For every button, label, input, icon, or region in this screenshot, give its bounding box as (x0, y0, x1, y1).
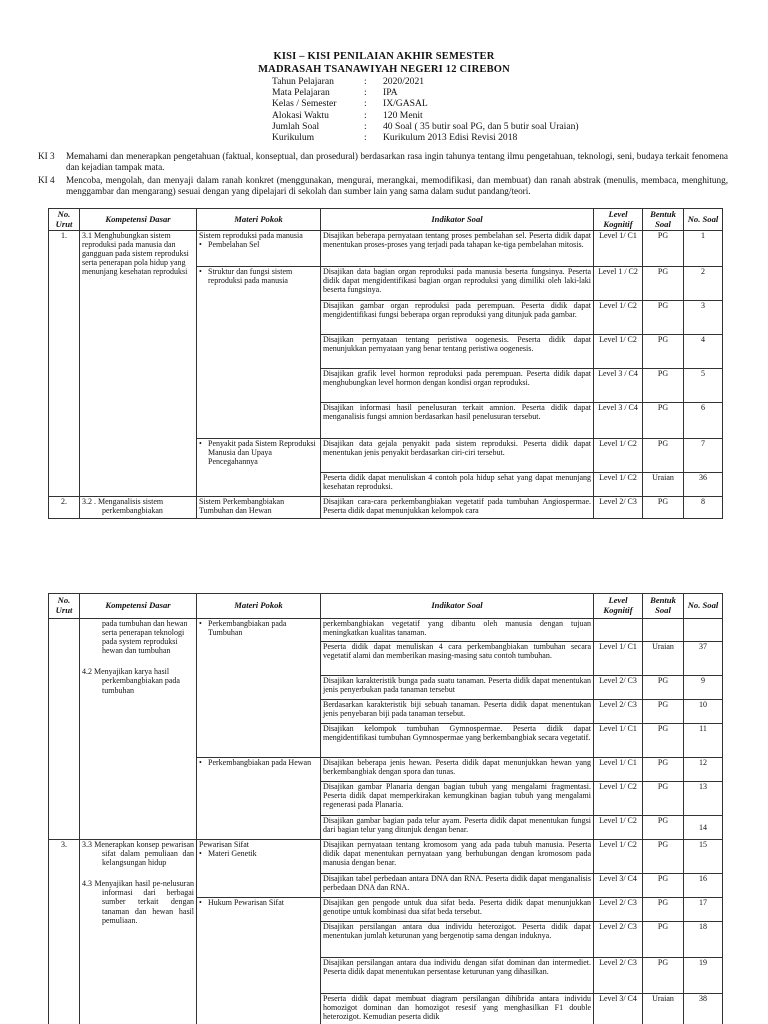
table-row (49, 497, 723, 519)
bentuk-cell: PG (643, 724, 684, 758)
level-cell: Level 1/ C1 (594, 231, 643, 267)
bentuk-cell: PG (643, 816, 684, 840)
ki4-number: KI 4 (38, 175, 55, 185)
indikator-cell: Disajikan data bagian organ reproduksi pada manusia beserta fungsinya. Peserta didik dapat mengidentifikasi bagian organ reproduksi yang dimiliki oleh laki-laki beserta fungsinya. (321, 267, 594, 301)
bentuk-cell: PG (643, 335, 684, 369)
materi-cell (197, 267, 321, 439)
indikator-cell: Berdasarkan karakteristik biji sebuah tanaman. Peserta didik dapat menentukan jenis penyebaran biji pada tanaman tersebut. (321, 700, 594, 724)
materi-bullet: • Hukum Pewarisan Sifat (199, 898, 318, 907)
info-label: Mata Pelajaran (272, 87, 330, 99)
bentuk-cell: PG (643, 403, 684, 439)
materi-bullet: • Perkembangbiakan pada Tumbuhan (199, 619, 318, 637)
col-level-kognitif: Level Kognitif (594, 209, 643, 231)
materi-text: Sistem reproduksi pada manusia (199, 231, 303, 240)
nosoal-cell: 38 (684, 994, 723, 1024)
materi-cell (197, 439, 321, 497)
materi-cell: Sistem Perkembangbiakan Tumbuhan dan Hewan (197, 497, 321, 519)
ki4-paragraph (38, 175, 728, 196)
bentuk-cell: Uraian (643, 473, 684, 497)
info-row (272, 121, 579, 132)
info-row (272, 110, 579, 121)
kd-text: 3.2 . Menganalisis sistem (82, 497, 164, 506)
indikator-cell: Peserta didik dapat menuliskan 4 cara perkembangbiakan tumbuhan secara vegetatif alami dan memberikan masing-masing satu contoh tumbuhan. (321, 642, 594, 676)
col-materi-pokok: Materi Pokok (197, 209, 321, 231)
bentuk-cell (643, 619, 684, 642)
indikator-cell: Disajikan persilangan antara dua individu dengan sifat dominan dan intermediet. Peserta didik dapat menentukan persentase keturunan yang dihasilkan. (321, 958, 594, 994)
bentuk-cell: PG (643, 958, 684, 994)
info-value: IPA (383, 87, 398, 99)
ki4-text: Mencoba, mengolah, dan menyaji dalam ranah konkret (menggunakan, mengurai, merangkai, memodifikasi, dan membuat) dan ranah abstrak (menulis, membaca, menghitung, menggambar dan mengarang) sesuai dengan yang dipelajari di sekolah dan sumber lain yang sama dalam sudut pandang/teori. (66, 175, 728, 196)
level-cell: Level 1/ C1 (594, 724, 643, 758)
nosoal-cell: 16 (684, 874, 723, 898)
row-number: 1. (49, 231, 80, 497)
indikator-cell: Disajikan karakteristik bunga pada suatu tanaman. Peserta didik dapat menentukan jenis penyerbukan pada tanaman tersebut (321, 676, 594, 700)
bentuk-cell: PG (643, 840, 684, 874)
kisi-table-page-1 (48, 208, 723, 519)
materi-bullet: • Pembelahan Sel (199, 240, 318, 249)
indikator-cell: Peserta didik dapat menuliskan 4 contoh pola hidup sehat yang dapat menunjang kesehatan reproduksi. (321, 473, 594, 497)
indikator-cell: Disajikan beberapa jenis hewan. Peserta didik dapat menunjukkan hewan yang berkembangbiak dengan spora dan tunas. (321, 758, 594, 782)
indikator-cell: Disajikan persilangan antara dua individu heterozigot. Peserta didik dapat menentukan jumlah keturunan yang bergenotip sama dengan induknya. (321, 922, 594, 958)
info-colon: : (364, 98, 367, 110)
indikator-cell: perkembangbiakan vegetatif yang dibantu oleh manusia dengan tujuan meningkatkan kualitas tanaman. (321, 619, 594, 642)
kisi-table-page-2 (48, 593, 723, 1024)
nosoal-cell: 8 (684, 497, 723, 519)
indikator-cell: Disajikan gambar bagian pada telur ayam. Peserta didik dapat menentukan fungsi dari bagian telur yang ditunjuk dengan benar. (321, 816, 594, 840)
materi-cell (197, 619, 321, 758)
kd-text: pada tumbuhan dan hewan serta penerapan teknologi pada system reproduksi hewan dan tumbuhan (102, 619, 188, 656)
materi-bullet: • Perkembangbiakan pada Hewan (199, 758, 318, 767)
bentuk-cell: PG (643, 497, 684, 519)
info-colon: : (364, 87, 367, 99)
level-cell: Level 1/ C2 (594, 439, 643, 473)
col-bentuk-soal: Bentuk Soal (643, 209, 684, 231)
info-value: 40 Soal ( 35 butir soal PG, dan 5 butir soal Uraian) (383, 120, 579, 132)
nosoal-cell: 15 (684, 840, 723, 874)
row-number (49, 619, 80, 840)
info-row (272, 87, 579, 98)
level-cell: Level 2/ C3 (594, 700, 643, 724)
page-gap (0, 532, 768, 590)
level-cell: Level 3/ C4 (594, 874, 643, 898)
bentuk-cell: PG (643, 874, 684, 898)
level-cell: Level 2/ C3 (594, 958, 643, 994)
indikator-cell: Disajikan data gejala penyakit pada sistem reproduksi. Peserta didik dapat menentukan jenis penyakit berdasarkan ciri-ciri tersebut. (321, 439, 594, 473)
col-bentuk-soal: Bentuk Soal (643, 594, 684, 619)
col-indikator-soal: Indikator Soal (321, 209, 594, 231)
nosoal-cell: 36 (684, 473, 723, 497)
indikator-cell: Disajikan grafik level hormon reproduksi pada perempuan. Peserta didik dapat menghubungkan level hormon dengan kondisi organ reproduksi. (321, 369, 594, 403)
indikator-cell: Disajikan gen pengode untuk dua sifat beda. Peserta didik dapat menunjukkan genotipe untuk kombinasi dua sifat beda tersebut. (321, 898, 594, 922)
materi-bullet: • Materi Genetik (199, 849, 318, 858)
level-cell: Level 1 / C2 (594, 267, 643, 301)
kd-cell (80, 840, 197, 1024)
nosoal-cell: 9 (684, 676, 723, 700)
info-colon: : (364, 132, 367, 144)
nosoal-cell: 5 (684, 369, 723, 403)
kd-cell: 3.1 Menghubungkan sistem reproduksi pada manusia dan gangguan pada sistem reproduksi serta penerapan pola hidup yang menunjang kesehatan reproduksi (80, 231, 197, 497)
info-value: 120 Menit (383, 109, 423, 121)
nosoal-cell: 37 (684, 642, 723, 676)
col-no-soal: No. Soal (684, 594, 723, 619)
indikator-cell: Disajikan cara-cara perkembangbiakan vegetatif pada tumbuhan Angiospermae. Peserta didik dapat menunjukkan kelompok cara (321, 497, 594, 519)
level-cell: Level 2/ C3 (594, 676, 643, 700)
materi-cell (197, 840, 321, 898)
nosoal-cell: 10 (684, 700, 723, 724)
info-block (272, 76, 579, 143)
ki3-paragraph (38, 151, 728, 172)
materi-cell (197, 898, 321, 1024)
col-indikator-soal: Indikator Soal (321, 594, 594, 619)
indikator-cell: Disajikan beberapa pernyataan tentang proses pembelahan sel. Peserta didik dapat menentukan proses-proses yang terjadi pada tahapan ke-tiga pembelahan mitosis. (321, 231, 594, 267)
nosoal-cell: 2 (684, 267, 723, 301)
nosoal-cell: 13 (684, 782, 723, 816)
level-cell: Level 1/ C1 (594, 758, 643, 782)
nosoal-cell: 1 (684, 231, 723, 267)
info-colon: : (364, 109, 367, 121)
level-cell: Level 3 / C4 (594, 403, 643, 439)
kd-text: perkembangbiakan (102, 506, 163, 516)
bentuk-cell: PG (643, 369, 684, 403)
bentuk-cell: PG (643, 267, 684, 301)
level-cell: Level 2/ C3 (594, 898, 643, 922)
level-cell: Level 1/ C2 (594, 335, 643, 369)
materi-bullet: • Struktur dan fungsi sistem reproduksi pada manusia (199, 267, 318, 285)
bentuk-cell: PG (643, 439, 684, 473)
kd-text: 3.3 Menerapkan konsep pewarisan sifat dalam pemuliaan dan kelangsungan hidup (82, 840, 194, 868)
indikator-cell: Disajikan pernyataan tentang peristiwa oogenesis. Peserta didik dapat menunjukkan pernyataan yang benar tentang peristiwa oogenesis. (321, 335, 594, 369)
materi-cell (197, 231, 321, 267)
materi-cell (197, 758, 321, 840)
indikator-cell: Disajikan gambar Planaria dengan bagian tubuh yang mengalami fragmentasi. Peserta didik dapat memperkirakan kemungkinan bagian tubuh yang mengalami regenerasi pada Planaria. (321, 782, 594, 816)
table-row (49, 840, 723, 874)
kd-cell (80, 619, 197, 840)
info-label: Alokasi Waktu (272, 109, 329, 121)
indikator-cell: Disajikan gambar organ reproduksi pada perempuan. Peserta didik dapat mengidentifikasi fungsi beberapa organ reproduksi yang ditunjuk pada gambar. (321, 301, 594, 335)
table-row (49, 619, 723, 642)
level-cell: Level 3/ C4 (594, 994, 643, 1024)
col-level-kognitif: Level Kognitif (594, 594, 643, 619)
info-label: Kelas / Semester (272, 98, 337, 110)
materi-bullet: • Penyakit pada Sistem Reproduksi Manusia dan Upaya Pencegahannya (199, 439, 318, 466)
level-cell (594, 619, 643, 642)
col-no-urut: No. Urut (49, 209, 80, 231)
info-row (272, 132, 579, 143)
col-materi-pokok: Materi Pokok (197, 594, 321, 619)
document-page-2 (0, 590, 768, 1024)
bentuk-cell: PG (643, 700, 684, 724)
bentuk-cell: PG (643, 782, 684, 816)
level-cell: Level 1/ C2 (594, 816, 643, 840)
nosoal-cell: 4 (684, 335, 723, 369)
bentuk-cell: Uraian (643, 994, 684, 1024)
nosoal-cell: 14 (684, 816, 723, 840)
table-header-row (49, 209, 723, 231)
bentuk-cell: Uraian (643, 642, 684, 676)
nosoal-cell: 7 (684, 439, 723, 473)
level-cell: Level 2/ C3 (594, 497, 643, 519)
kd-cell (80, 497, 197, 519)
bentuk-cell: PG (643, 922, 684, 958)
table-header-row (49, 594, 723, 619)
indikator-cell: Peserta didik dapat membuat diagram persilangan dihibrida antara individu homozigot dominan dan homozigot resesif yang menghasilkan F1 double heterozigot. Kemudian peserta didik (321, 994, 594, 1024)
bentuk-cell: PG (643, 898, 684, 922)
level-cell: Level 2/ C3 (594, 922, 643, 958)
nosoal-cell: 19 (684, 958, 723, 994)
bentuk-cell: PG (643, 301, 684, 335)
row-number: 3. (49, 840, 80, 1024)
info-label: Kurikulum (272, 132, 315, 144)
nosoal-cell (684, 619, 723, 642)
level-cell: Level 1/ C2 (594, 473, 643, 497)
info-value: Kurikulum 2013 Edisi Revisi 2018 (383, 132, 518, 144)
info-colon: : (364, 120, 367, 132)
level-cell: Level 1/ C2 (594, 840, 643, 874)
ki3-text: Memahami dan menerapkan pengetahuan (faktual, konseptual, dan prosedural) berdasarkan rasa ingin tahunya tentang ilmu pengetahuan, teknologi, seni, budaya terkait fenomena dan kejadian tampak mata. (66, 151, 728, 172)
materi-text: Pewarisan Sifat (199, 840, 249, 849)
level-cell: Level 1/ C2 (594, 782, 643, 816)
ki3-number: KI 3 (38, 151, 55, 161)
kd-text: 4.3 Menyajikan hasil pe-nelusuran informasi dari berbagai sumber terkait dengan tanaman dan hewan hasil pemuliaan. (82, 879, 194, 925)
row-number: 2. (49, 497, 80, 519)
indikator-cell: Disajikan pernyataan tentang kromosom yang ada pada tubuh manusia. Peserta didik dapat menentukan pernyataan yang berhubungan dengan kromosom pada manusia dengan benar. (321, 840, 594, 874)
col-no-soal: No. Soal (684, 209, 723, 231)
info-label: Tahun Pelajaran (272, 76, 334, 87)
nosoal-cell: 11 (684, 724, 723, 758)
info-row (272, 98, 579, 109)
col-no-urut: No. Urut (49, 594, 80, 619)
level-cell: Level 3 / C4 (594, 369, 643, 403)
school-name: MADRASAH TSANAWIYAH NEGERI 12 CIREBON (258, 64, 510, 75)
table-row (49, 231, 723, 267)
info-value: 2020/2021 (383, 76, 425, 87)
info-row (272, 76, 579, 87)
bentuk-cell: PG (643, 676, 684, 700)
col-kompetensi-dasar: Kompetensi Dasar (80, 209, 197, 231)
bentuk-cell: PG (643, 231, 684, 267)
nosoal-cell: 17 (684, 898, 723, 922)
indikator-cell: Disajikan tabel perbedaan antara DNA dan RNA. Peserta didik dapat menganalisis perbedaan DNA dan RNA. (321, 874, 594, 898)
level-cell: Level 1/ C2 (594, 301, 643, 335)
level-cell: Level 1/ C1 (594, 642, 643, 676)
info-value: IX/GASAL (383, 98, 428, 110)
col-kompetensi-dasar: Kompetensi Dasar (80, 594, 197, 619)
nosoal-cell: 18 (684, 922, 723, 958)
nosoal-cell: 3 (684, 301, 723, 335)
indikator-cell: Disajikan kelompok tumbuhan Gymnospermae. Peserta didik dapat mengidentifikasi tumbuhan Gymnospermae yang berkembangbiak secara vegetatif. (321, 724, 594, 758)
info-colon: : (364, 76, 367, 87)
nosoal-cell: 6 (684, 403, 723, 439)
kd-text: 4.2 Menyajikan karya hasil perkembangbiakan pada tumbuhan (82, 667, 180, 695)
indikator-cell: Disajikan informasi hasil penelusuran terkait amnion. Peserta didik dapat menganalisis fungsi amnion berdasarkan hasil penelusuran tersebut. (321, 403, 594, 439)
info-label: Jumlah Soal (272, 120, 320, 132)
document-title: KISI – KISI PENILAIAN AKHIR SEMESTER (273, 51, 495, 62)
nosoal-cell: 12 (684, 758, 723, 782)
bentuk-cell: PG (643, 758, 684, 782)
